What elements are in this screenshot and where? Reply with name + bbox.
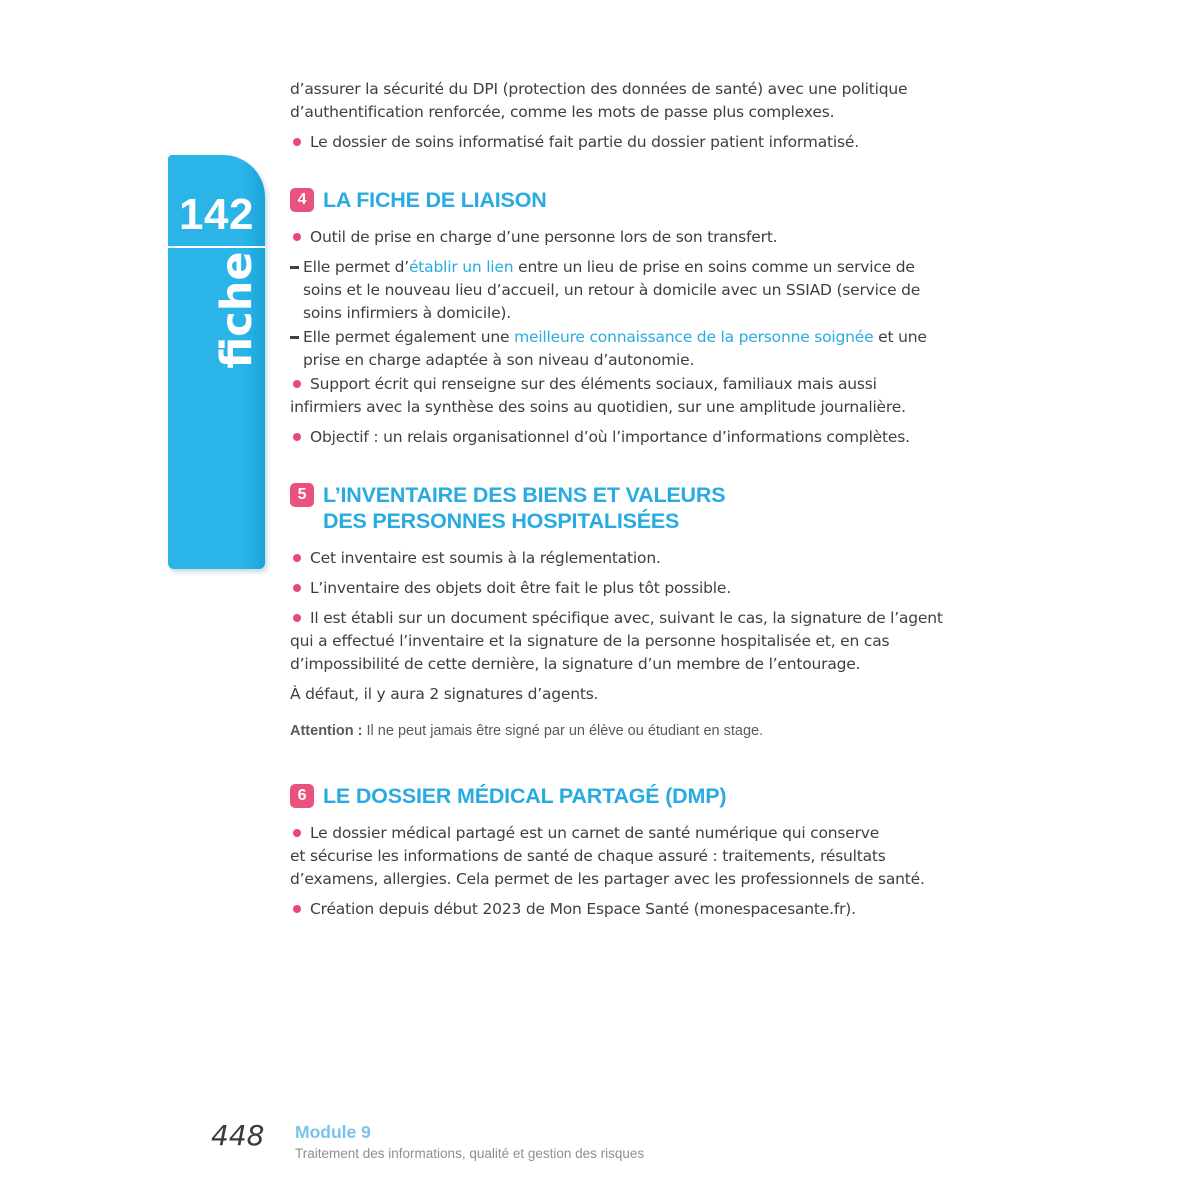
highlighted-text: meilleure connaissance de la personne soignée (514, 328, 874, 346)
text-segment: prise en charge adaptée à son niveau d’autonomie. (303, 351, 695, 369)
section-number-badge: 4 (290, 188, 314, 212)
dash-marker (290, 266, 299, 269)
bullet-marker (293, 584, 301, 592)
paragraph (290, 78, 970, 124)
text-segment: Le dossier de soins informatisé fait partie du dossier patient informatisé. (310, 133, 859, 151)
text-line (290, 683, 970, 706)
text-segment: Il ne peut jamais être signé par un élève ou étudiant en stage. (362, 723, 764, 739)
text-line (290, 396, 970, 419)
text-line (290, 898, 970, 921)
fiche-tab (168, 155, 265, 569)
text-line (290, 131, 970, 154)
text-segment: Objectif : un relais organisationnel d’où l’importance d’informations complètes. (310, 428, 910, 446)
section-number-badge: 6 (290, 784, 314, 808)
text-line (290, 547, 970, 570)
bullet-item (290, 226, 970, 249)
bullet-item (290, 373, 970, 419)
text-segment: soins et le nouveau lieu d’accueil, un retour à domicile avec un SSIAD (service de (303, 281, 921, 299)
text-segment: Attention : (290, 723, 363, 739)
section-number-badge: 5 (290, 483, 314, 507)
bullet-item (290, 898, 970, 921)
section-heading (290, 783, 970, 809)
text-segment: À défaut, il y aura 2 signatures d’agents. (290, 685, 599, 703)
page-content (290, 78, 970, 928)
bullet-item (290, 607, 970, 676)
text-line (303, 326, 970, 349)
bullet-marker (293, 233, 301, 241)
bullet-item (290, 547, 970, 570)
fiche-number: 142 (179, 190, 254, 239)
text-segment: Support écrit qui renseigne sur des éléments sociaux, familiaux mais aussi (310, 375, 877, 393)
footer-page-number: 448 (211, 1119, 265, 1152)
section-title (323, 482, 725, 534)
text-segment: Outil de prise en charge d’une personne lors de son transfert. (310, 228, 778, 246)
text-line (290, 653, 970, 676)
footer-module-name: Module 9 (295, 1122, 371, 1142)
text-line (303, 279, 970, 302)
section-heading (290, 482, 970, 534)
dash-item (290, 326, 970, 372)
text-segment: et une (873, 328, 927, 346)
section-title-line: DES PERSONNES HOSPITALISÉES (323, 509, 680, 533)
bullet-marker (293, 905, 301, 913)
section-title (323, 187, 547, 213)
text-line (290, 226, 970, 249)
text-line (303, 302, 970, 325)
bullet-marker (293, 829, 301, 837)
text-line (290, 822, 970, 845)
text-segment: L’inventaire des objets doit être fait le plus tôt possible. (310, 579, 731, 597)
fiche-tab-divider (168, 246, 265, 248)
text-segment: soins infirmiers à domicile). (303, 304, 511, 322)
text-line (290, 721, 970, 741)
section-heading (290, 187, 970, 213)
text-segment: Création depuis début 2023 de Mon Espace Santé (monespacesante.fr). (310, 900, 856, 918)
text-segment: et sécurise les informations de santé de chaque assuré : traitements, résultats (290, 847, 886, 865)
text-line (290, 373, 970, 396)
text-line (290, 630, 970, 653)
text-segment: entre un lieu de prise en soins comme un service de (513, 258, 915, 276)
bullet-marker (293, 380, 301, 388)
text-segment: Elle permet d’ (303, 258, 409, 276)
section-title-line: LA FICHE DE LIAISON (323, 188, 547, 212)
bullet-item (290, 577, 970, 600)
text-line (290, 868, 970, 891)
section-title (323, 783, 726, 809)
section-title-line: L’INVENTAIRE DES BIENS ET VALEURS (323, 483, 726, 507)
bullet-marker (293, 554, 301, 562)
text-segment: d’impossibilité de cette dernière, la signature d’un membre de l’entourage. (290, 655, 861, 673)
text-line (303, 349, 970, 372)
fiche-label: fiche (212, 251, 262, 369)
bullet-item (290, 426, 970, 449)
text-line (290, 101, 970, 124)
text-line (290, 426, 970, 449)
paragraph (290, 683, 970, 706)
text-segment: Il est établi sur un document spécifique avec, suivant le cas, la signature de l’agent (310, 609, 943, 627)
bullet-marker (293, 614, 301, 622)
text-segment: Le dossier médical partagé est un carnet de santé numérique qui conserve (310, 824, 880, 842)
text-line (290, 607, 970, 630)
text-segment: d’assurer la sécurité du DPI (protection des données de santé) avec une politique (290, 80, 908, 98)
text-line (290, 845, 970, 868)
dash-item (290, 256, 970, 325)
bullet-item (290, 822, 970, 891)
note-text (290, 721, 970, 741)
footer-module (295, 1122, 644, 1162)
text-line (303, 256, 970, 279)
bullet-item (290, 131, 970, 154)
bullet-marker (293, 138, 301, 146)
text-segment: d’examens, allergies. Cela permet de les partager avec les professionnels de santé. (290, 870, 925, 888)
text-segment: infirmiers avec la synthèse des soins au quotidien, sur une amplitude journalière. (290, 398, 906, 416)
text-line (290, 78, 970, 101)
bullet-marker (293, 433, 301, 441)
highlighted-text: établir un lien (408, 258, 514, 276)
text-segment: Elle permet également une (303, 328, 515, 346)
section-title-line: LE DOSSIER MÉDICAL PARTAGÉ (DMP) (323, 784, 727, 808)
text-segment: Cet inventaire est soumis à la réglementation. (310, 549, 661, 567)
text-segment: qui a effectué l’inventaire et la signature de la personne hospitalisée et, en cas (290, 632, 890, 650)
dash-marker (290, 336, 299, 339)
text-line (290, 577, 970, 600)
footer-module-subtitle: Traitement des informations, qualité et gestion des risques (295, 1146, 645, 1161)
text-segment: d’authentification renforcée, comme les mots de passe plus complexes. (290, 103, 835, 121)
